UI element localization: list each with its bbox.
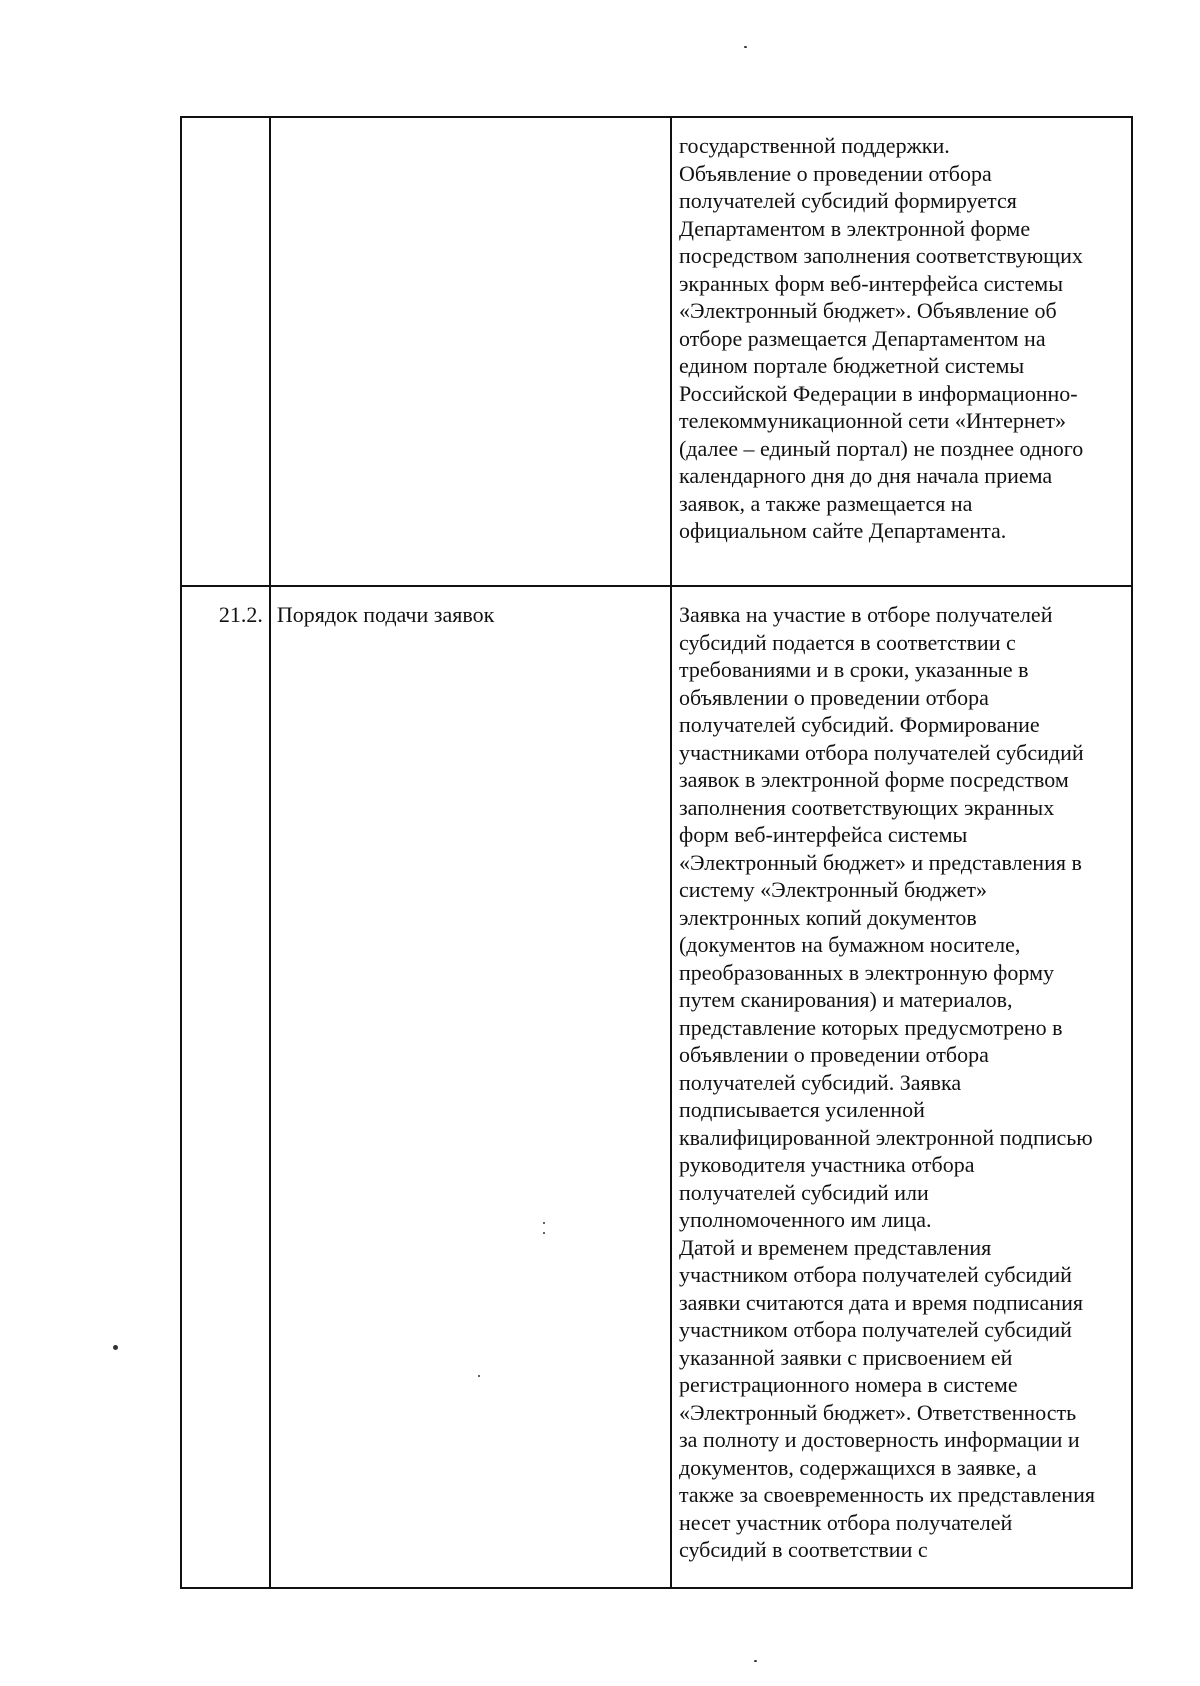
row-text-cell: Заявка на участие в отборе получателей субсидий подается в соответствии с требованиями и в сроки, указанные в объявлении о проведении отбора получателей субсидий. Формирование участниками отбора получателей субсидий заявок в электронной форме посредством заполнения соответствующих экранных форм веб-интерфейса системы «Электронный бюджет» и представления в систему «Электронный бюджет» электронных копий документов (документов на бумажном носителе, преобразованных в электронную форму путем сканирования) и материалов, представление которых предусмотрено в объявлении о проведении отбора получателей субсидий. Заявка подписывается усиленной квалифицированной электронной подписью руководителя участника отбора получателей субсидий или уполномоченного им лица. Датой и временем представления участником отбора получателей субсидий заявки считаются дата и время подписания участником отбора получателей субсидий указанной заявки с присвоением ей регистрационного номера в системе «Электронный бюджет». Ответственность за полноту и достоверность информации и документов, содержащихся в заявке, а также за своевременность их представления несет участник отбора получателей субсидий в соответствии с [678, 602, 1095, 1562]
document-table [180, 116, 1133, 1589]
table-row [182, 587, 1131, 1587]
row-number-cell: 21.2. [182, 587, 271, 1587]
row-number-cell [182, 118, 271, 585]
table-row [182, 118, 1131, 587]
scan-speck [754, 1660, 757, 1662]
scan-speck [113, 1345, 118, 1350]
row-text-cell: государственной поддержки. Объявление о проведении отбора получателей субсидий формируется Департаментом в электронной форме посредством заполнения соответствующих экранных форм веб-интерфейса системы «Электронный бюджет». Объявление об отборе размещается Департаментом на едином портале бюджетной системы Российской Федерации в информационно- телекоммуникационной сети «Интернет» (далее – единый портал) не позднее одного календарного дня до дня начала приема заявок, а также размещается на официальном сайте Департамента. [678, 133, 1084, 543]
row-name-cell: Порядок подачи заявок [271, 587, 672, 1587]
scan-speck [744, 46, 747, 48]
row-name-cell [271, 118, 672, 585]
